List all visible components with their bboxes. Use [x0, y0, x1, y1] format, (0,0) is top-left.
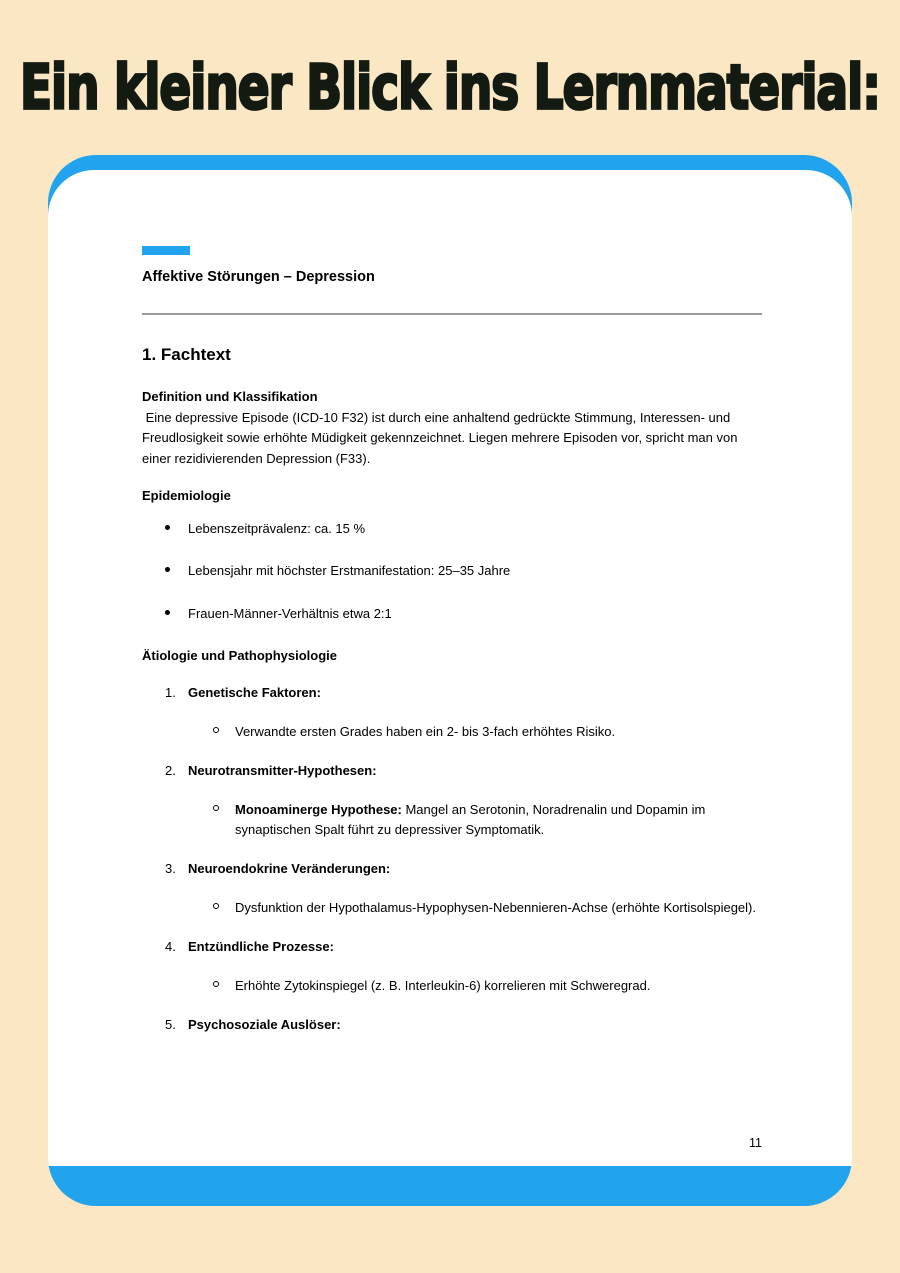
definition-body: Eine depressive Episode (ICD-10 F32) ist durch eine anhaltend gedrückte Stimmung, Interessen- und Freudlosigkeit sowie erhöhte Müdigkeit gekennzeichnet. Liegen mehrere Episoden vor, spricht man von einer rezidivierenden Depression (F33).: [142, 409, 742, 466]
item-title: Psychosoziale Auslöser:: [188, 1017, 341, 1032]
item-title: Neuroendokrine Veränderungen:: [188, 861, 391, 876]
list-item-text: Frauen-Männer-Verhältnis etwa 2:1: [188, 605, 392, 621]
sub-bullet-body: Verwandte ersten Grades haben ein 2- bis 3-fach erhöhtes Risiko.: [235, 723, 616, 739]
list-item-text: Lebensjahr mit höchster Erstmanifestation: 25–35 Jahre: [188, 563, 511, 578]
sub-bullet-body: Mangel an Serotonin, Noradrenalin und Dopamin im synaptischen Spalt führt zu depressiver Symptomatik.: [235, 801, 706, 837]
definition-heading: Definition und Klassifikation: [142, 389, 318, 404]
document-card: [48, 155, 852, 1206]
sub-bullet-item: [142, 722, 762, 743]
item-title: Neurotransmitter-Hypothesen:: [188, 762, 377, 778]
sub-bullet-body: Dysfunktion der Hypothalamus-Hypophysen-Nebennieren-Achse (erhöhte Kortisolspiegel).: [235, 900, 756, 915]
document-content: [48, 170, 852, 1036]
page-title: Ein kleiner Blick ins Lernmaterial:: [19, 52, 881, 125]
circle-bullet-icon: [213, 903, 219, 909]
circle-bullet-icon: [213, 727, 219, 733]
item-number: 2.: [165, 762, 176, 778]
numbered-item: [142, 761, 762, 782]
sub-bullet-item: [142, 800, 762, 841]
sub-bullet-text: [235, 898, 762, 919]
page-number: 11: [749, 1136, 762, 1150]
sub-bullet-lead: Monoaminerge Hypothese:: [235, 801, 402, 817]
epidemiologie-heading: Epidemiologie: [142, 488, 231, 503]
bullet-icon: [165, 567, 170, 572]
numbered-item: [142, 859, 762, 880]
section-heading: 1. Fachtext: [142, 345, 231, 364]
item-title: Genetische Faktoren:: [188, 684, 321, 700]
numbered-item: [142, 1015, 762, 1036]
bullet-icon: [165, 610, 170, 615]
sub-bullet-text: [235, 976, 762, 997]
list-item-text: Lebenszeitprävalenz: ca. 15 %: [188, 520, 366, 536]
sub-bullet-text: [235, 722, 762, 743]
aetiologie-list: [142, 683, 762, 1036]
item-number: 3.: [165, 861, 176, 876]
numbered-item: [142, 683, 762, 704]
item-number: 5.: [165, 1017, 176, 1032]
bullet-icon: [165, 525, 170, 530]
sub-bullet-item: [142, 898, 762, 919]
epidemiologie-list: [142, 519, 762, 625]
sub-bullet-item: [142, 976, 762, 997]
divider-rule: [142, 313, 762, 315]
accent-bar: [142, 246, 190, 255]
list-item: [142, 519, 762, 540]
item-number: 1.: [165, 684, 176, 700]
circle-bullet-icon: [213, 805, 219, 811]
item-number: 4.: [165, 939, 176, 954]
aetiologie-heading: Ätiologie und Pathophysiologie: [142, 648, 337, 663]
sub-bullet-text: [235, 800, 762, 841]
document-header: Affektive Störungen – Depression: [142, 269, 375, 285]
sub-bullet-body: Erhöhte Zytokinspiegel (z. B. Interleukin-6) korrelieren mit Schweregrad.: [235, 978, 651, 993]
item-title: Entzündliche Prozesse:: [188, 939, 334, 954]
document-sheet: [48, 170, 852, 1166]
list-item: [142, 604, 762, 625]
headline-area: [0, 0, 900, 155]
circle-bullet-icon: [213, 981, 219, 987]
list-item: [142, 561, 762, 582]
numbered-item: [142, 937, 762, 958]
